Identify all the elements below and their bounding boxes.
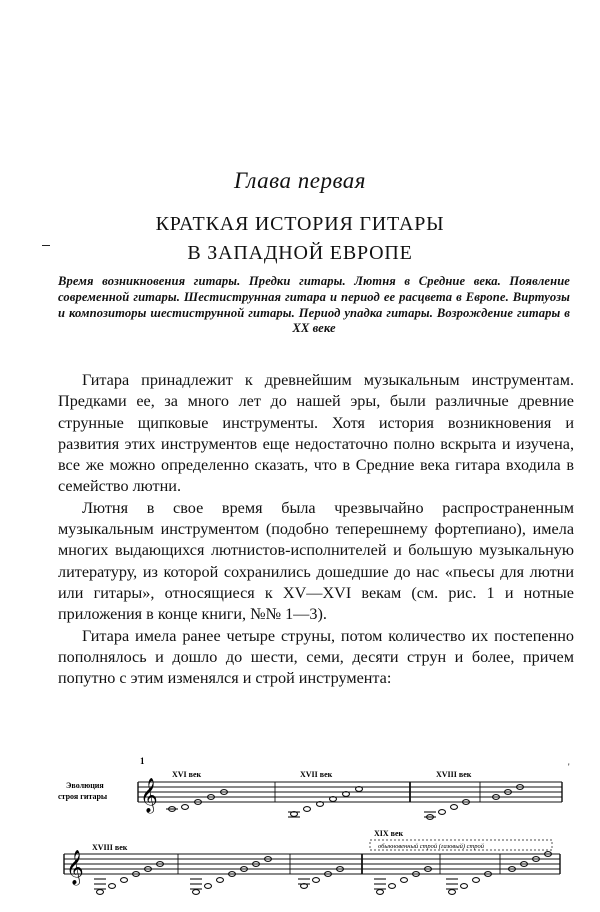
row1-label-3: XVIII век xyxy=(436,770,472,779)
treble-clef-icon: 𝄞 xyxy=(140,779,158,812)
chapter-heading: Глава первая xyxy=(234,168,366,193)
chapter-title-line-2: В ЗАПАДНОЙ ЕВРОПЕ xyxy=(187,242,413,264)
margin-mark xyxy=(42,245,50,246)
figure-number: 1 xyxy=(140,756,145,766)
row1-label-1: XVI век xyxy=(172,770,202,779)
body-text xyxy=(58,370,574,689)
paragraph-1: Гитара принадлежит к древнейшим музыкальным инструментам. Предками ее, за много лет до нашей эры, были различные древние струнные щипковые инструменты. Хотя история возникновения и развития этих инструментов еще недостаточно полно вскрыта и изучена, все же можно определенно сказать, что в Средние века гитара входила в семейство лютни. xyxy=(58,371,574,496)
figure-label-line-1: Эволюция xyxy=(66,781,104,790)
row2-label-1: XVIII век xyxy=(92,843,128,852)
notes-row-2 xyxy=(94,852,552,895)
margin-mark-tick: ' xyxy=(568,762,570,772)
chapter-title-line-1: КРАТКАЯ ИСТОРИЯ ГИТАРЫ xyxy=(155,213,445,235)
row2-label-2: XIX век xyxy=(374,829,404,838)
paragraph-3: Гитара имела ранее четыре струны, потом количество их постепенно пополнялось и дошло до шести, семи, десяти струн и более, причем попутно с этим изменялся и строй инструмента: xyxy=(58,626,574,688)
chapter-abstract: Время возникновения гитары. Предки гитары. Лютня в Средние века. Появление современной гитары. Шестиструнная гитара и период ее расцвета в Европе. Виртуозы и композиторы шестиструнной гитары. Период упадка гитары. Возрождение гитары в XX веке xyxy=(58,274,570,336)
figure-label-line-2: строя гитары xyxy=(58,792,108,801)
music-staff-row-2 xyxy=(64,854,560,874)
paragraph-2: Лютня в свое время была чрезвычайно распространенным музыкальным инструментом (подобно теперешнему фортепиано), имела многих выдающихся лютнистов-исполнителей и большую музыкальную литературу, из которой сохранились дошедшие до нас «пьесы для лютни или гитары», относящиеся к XV—XVI векам (см. рис. 1 и нотные приложения в конце книги, №№ 1—3). xyxy=(58,498,574,624)
music-figure xyxy=(0,752,600,912)
row1-label-2: XVII век xyxy=(300,770,333,779)
treble-clef-icon: 𝄞 xyxy=(66,851,84,884)
figure-annotation: обыкновенный строй (газовый) строй xyxy=(378,843,484,850)
chapter-title xyxy=(0,210,600,268)
